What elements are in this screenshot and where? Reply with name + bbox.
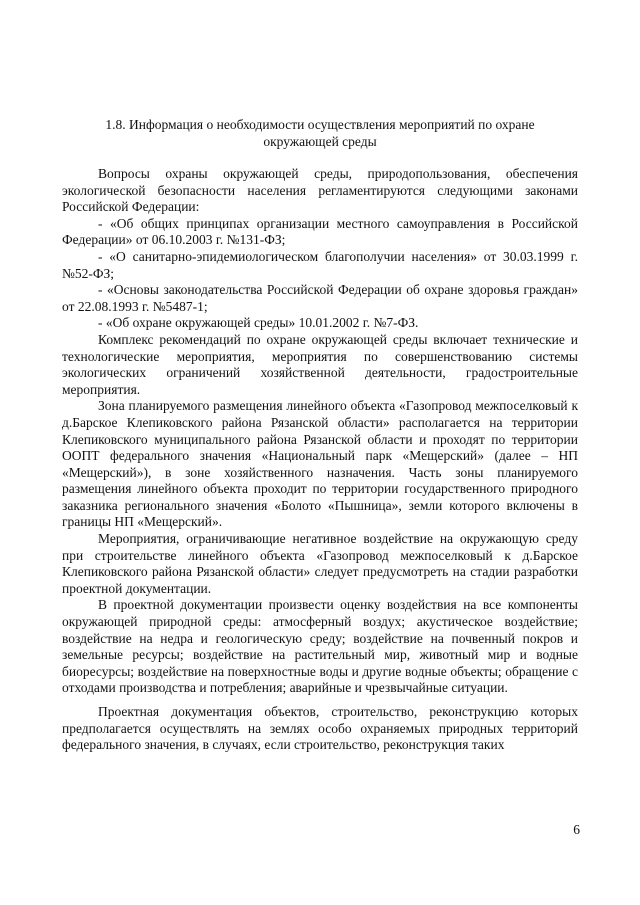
paragraph-intro: Вопросы охраны окружающей среды, природопользования, обеспечения экологической безопасности населения регламентируются следующими законами Российской Федерации: (62, 166, 578, 215)
paragraph-recommendations: Комплекс рекомендаций по охране окружающей среды включает технические и технологические мероприятия, мероприятия по совершенствованию системы экологических ограничений хозяйственной деятельности, градостроительные мероприятия. (62, 331, 578, 397)
section-heading-line-1: 1.8. Информация о необходимости осуществления мероприятий по охране (105, 117, 535, 132)
section-heading (62, 116, 578, 150)
page-number: 6 (573, 822, 580, 837)
paragraph-project-docs: Проектная документация объектов, строительство, реконструкцию которых предполагается осуществлять на землях особо охраняемых природных территорий федерального значения, в случаях, если строительство, реконструкция таких (62, 704, 578, 753)
law-item-131: - «Об общих принципах организации местного самоуправления в Российской Федерации» от 06.10.2003 г. №131-ФЗ; (62, 215, 578, 248)
paragraph-assessment: В проектной документации произвести оценку воздействия на все компоненты окружающей природной среды: атмосферный воздух; акустическое воздействие; воздействие на недра и геологическую среду; воздействие на почвенный покров и земельные ресурсы; воздействие на растительный мир, животный мир и водные биоресурсы; воздействие на поверхностные воды и другие водные объекты; обращение с отходами производства и потребления; аварийные и чрезвычайные ситуации. (62, 597, 578, 696)
body-text (62, 166, 578, 754)
section-heading-line-2: окружающей среды (263, 134, 377, 149)
paragraph-measures: Мероприятия, ограничивающие негативное воздействие на окружающую среду при строительстве линейного объекта «Газопровод межпоселковый к д.Барское Клепиковского района Рязанской области» следует предусмотреть на стадии разработки проектной документации. (62, 531, 578, 596)
law-item-5487: - «Основы законодательства Российской Федерации об охране здоровья граждан» от 22.08.1993 г. №5487-1; (62, 282, 578, 314)
law-item-52: - «О санитарно-эпидемиологическом благополучии населения» от 30.03.1999 г. №52-ФЗ; (62, 248, 578, 281)
paragraph-zone: Зона планируемого размещения линейного объекта «Газопровод межпоселковый к д.Барское Клепиковского района Рязанской области» располагается на территории Клепиковского муниципального района Рязанской области и проходят по территории ООПТ федерального значения «Национальный парк «Мещерский» (далее – НП «Мещерский»), в зоне хозяйственного назначения. Часть зоны планируемого размещения линейного объекта проходит по территории государственного природного заказника регионального значения «Болото «Пышница», земли которого включены в границы НП «Мещерский». (62, 398, 578, 530)
law-item-7: - «Об охране окружающей среды» 10.01.2002 г. №7-ФЗ. (98, 315, 419, 331)
